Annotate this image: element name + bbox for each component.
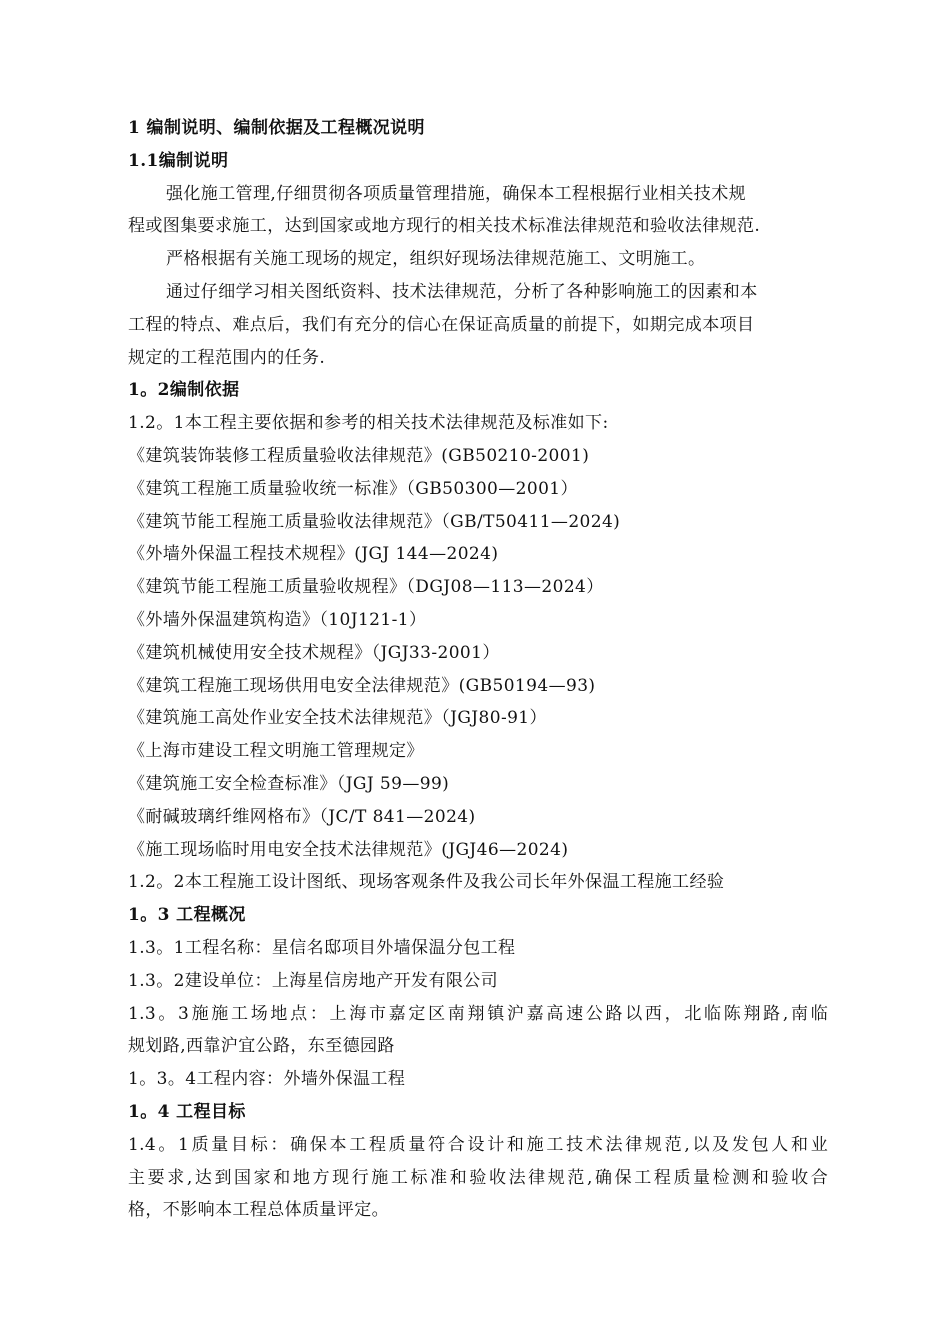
paragraph-line: 1.3。3施施工场地点：上海市嘉定区南翔镇沪嘉高速公路以西，北临陈翔路,南临	[128, 1003, 828, 1024]
paragraph-line: 工程的特点、难点后，我们有充分的信心在保证高质量的前提下，如期完成本项目	[128, 314, 755, 335]
paragraph-line: 1。3。4工程内容：外墙外保温工程	[128, 1069, 406, 1090]
paragraph-line: 《建筑节能工程施工质量验收法律规范》（GB/T50411—2024)	[128, 511, 621, 532]
paragraph-line: 《建筑施工高处作业安全技术法律规范》（JGJ80-91）	[128, 708, 547, 729]
paragraph-line: 1.2。2本工程施工设计图纸、现场客观条件及我公司长年外保温工程施工经验	[128, 872, 725, 893]
section-heading: 1。2编制依据	[128, 380, 240, 401]
paragraph-line: 《施工现场临时用电安全技术法律规范》(JGJ46—2024)	[128, 839, 569, 860]
paragraph-line: 《上海市建设工程文明施工管理规定》	[128, 741, 424, 762]
paragraph-line: 《耐碱玻璃纤维网格布》（JC/T 841—2024)	[128, 806, 476, 827]
paragraph-line: 1.4。1质量目标：确保本工程质量符合设计和施工技术法律规范,以及发包人和业	[128, 1134, 828, 1155]
section-heading: 1。3 工程概况	[128, 905, 246, 926]
paragraph-line: 《外墙外保温建筑构造》（10J121-1）	[128, 609, 427, 630]
paragraph-line: 格，不影响本工程总体质量评定。	[128, 1200, 389, 1221]
paragraph-line: 程或图集要求施工，达到国家或地方现行的相关技术标准法律规范和验收法律规范.	[128, 216, 761, 237]
paragraph-line: 1.2。1本工程主要依据和参考的相关技术法律规范及标准如下:	[128, 413, 609, 434]
paragraph-line: 《建筑工程施工质量验收统一标准》（GB50300—2001）	[128, 478, 578, 499]
paragraph-line: 《建筑施工安全检查标准》（JGJ 59—99)	[128, 773, 450, 794]
paragraph-line: 1.3。1工程名称：星信名邸项目外墙保温分包工程	[128, 937, 516, 958]
section-heading: 1 编制说明、编制依据及工程概况说明	[128, 118, 425, 138]
paragraph-line: 规划路,西靠沪宜公路，东至德园路	[128, 1036, 395, 1057]
paragraph-line: 《建筑装饰装修工程质量验收法律规范》(GB50210-2001)	[128, 445, 590, 466]
paragraph-line: 通过仔细学习相关图纸资料、技术法律规范，分析了各种影响施工的因素和本	[166, 281, 758, 302]
document-body	[128, 112, 828, 1227]
paragraph-line: 1.3。2建设单位：上海星信房地产开发有限公司	[128, 970, 499, 991]
paragraph-line: 规定的工程范围内的任务.	[128, 347, 326, 368]
paragraph-line: 主要求,达到国家和地方现行施工标准和验收法律规范,确保工程质量检测和验收合	[128, 1167, 828, 1188]
paragraph-line: 《建筑机械使用安全技术规程》（JGJ33-2001）	[128, 642, 500, 663]
paragraph-line: 《外墙外保温工程技术规程》(JGJ 144—2024)	[128, 544, 499, 565]
paragraph-line: 强化施工管理,仔细贯彻各项质量管理措施，确保本工程根据行业相关技术规	[166, 183, 747, 204]
section-heading: 1。4 工程目标	[128, 1101, 246, 1122]
paragraph-line: 严格根据有关施工现场的规定，组织好现场法律规范施工、文明施工。	[166, 249, 706, 270]
paragraph-line: 《建筑节能工程施工质量验收规程》（DGJ08—113—2024）	[128, 577, 604, 598]
section-heading: 1.1编制说明	[128, 150, 229, 171]
paragraph-line: 《建筑工程施工现场供用电安全法律规范》(GB50194—93)	[128, 675, 596, 696]
